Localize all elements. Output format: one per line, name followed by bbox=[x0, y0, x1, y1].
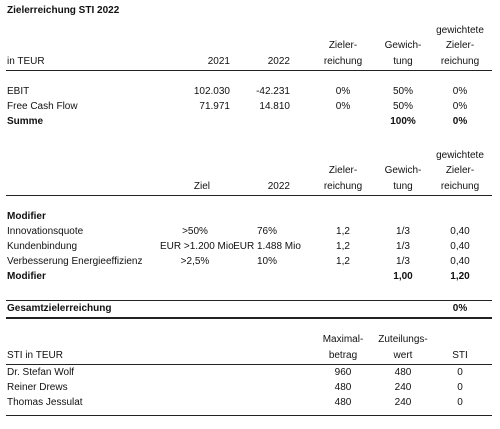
header-year-2022: 2022 bbox=[267, 181, 290, 192]
header-weighted-3: reichung bbox=[440, 56, 480, 67]
overall-value: 0% bbox=[452, 303, 468, 314]
cell-weighting: 1/3 bbox=[396, 241, 410, 252]
row-label: Verbesserung Energieeffizienz bbox=[7, 256, 143, 267]
page-title: Zielerreichung STI 2022 bbox=[7, 5, 120, 16]
person-name: Dr. Stefan Wolf bbox=[7, 367, 75, 378]
cell-2021: 102.030 bbox=[193, 86, 230, 97]
cell-weighted: 0% bbox=[452, 86, 468, 97]
cell-weighted: 0,40 bbox=[450, 226, 470, 237]
header-achievement-2: reichung bbox=[323, 56, 363, 67]
cell-weighted: 0,40 bbox=[450, 256, 470, 267]
total-weighting: 1,00 bbox=[393, 271, 413, 282]
header-allocation-1: Zuteilungs- bbox=[378, 334, 428, 345]
row-label: EBIT bbox=[7, 86, 30, 97]
divider bbox=[6, 300, 492, 301]
header-max-1: Maximal- bbox=[322, 334, 364, 345]
header-weighting-2: tung bbox=[393, 56, 413, 67]
cell-achievement: 1,2 bbox=[336, 241, 350, 252]
cell-2022: -42.231 bbox=[256, 86, 290, 97]
header-weighted-2: Zieler- bbox=[445, 40, 475, 51]
cell-allocation: 480 bbox=[394, 367, 412, 378]
cell-weighted: 0,40 bbox=[450, 241, 470, 252]
divider bbox=[6, 364, 492, 365]
divider bbox=[6, 70, 492, 71]
row-label: Free Cash Flow bbox=[7, 101, 78, 112]
cell-sti: 0 bbox=[457, 397, 463, 408]
header-achievement-1: Zieler- bbox=[328, 40, 358, 51]
cell-allocation: 240 bbox=[394, 397, 412, 408]
cell-max: 480 bbox=[334, 382, 352, 393]
header-sti: STI bbox=[452, 350, 468, 361]
row-label: Kundenbindung bbox=[7, 241, 78, 252]
cell-weighting: 1/3 bbox=[396, 226, 410, 237]
person-name: Reiner Drews bbox=[7, 382, 68, 393]
header-year-2021: 2021 bbox=[207, 56, 230, 67]
cell-max: 960 bbox=[334, 367, 352, 378]
cell-weighting: 1/3 bbox=[396, 256, 410, 267]
header-weighted-1: gewichtete bbox=[436, 25, 484, 36]
cell-2022: 10% bbox=[256, 256, 277, 267]
sum-weighted: 0% bbox=[452, 116, 468, 127]
header-unit-label: in TEUR bbox=[7, 56, 45, 67]
header-weighting-1: Gewich- bbox=[384, 40, 422, 51]
header-max-2: betrag bbox=[328, 350, 358, 361]
divider bbox=[6, 195, 492, 196]
cell-target: EUR >1.200 Mio bbox=[160, 241, 234, 252]
sum-weighting: 100% bbox=[390, 116, 416, 127]
cell-achievement: 1,2 bbox=[336, 226, 350, 237]
sum-label: Summe bbox=[7, 116, 44, 127]
cell-achievement: 1,2 bbox=[336, 256, 350, 267]
cell-weighting: 50% bbox=[392, 86, 413, 97]
group-label: Modifier bbox=[7, 211, 46, 222]
header-weighting-2: tung bbox=[393, 181, 413, 192]
cell-2022: EUR 1.488 Mio bbox=[233, 241, 301, 252]
header-achievement-1: Zieler- bbox=[328, 165, 358, 176]
divider bbox=[6, 317, 492, 319]
header-weighted-1: gewichtete bbox=[436, 150, 484, 161]
row-label: Innovationsquote bbox=[7, 226, 84, 237]
cell-target: >2,5% bbox=[180, 256, 210, 267]
cell-weighting: 50% bbox=[392, 101, 413, 112]
cell-weighted: 0% bbox=[452, 101, 468, 112]
cell-target: >50% bbox=[182, 226, 208, 237]
total-label: Modifier bbox=[7, 271, 46, 282]
header-target: Ziel bbox=[193, 181, 210, 192]
cell-sti: 0 bbox=[457, 382, 463, 393]
cell-max: 480 bbox=[334, 397, 352, 408]
divider bbox=[6, 415, 492, 416]
header-achievement-2: reichung bbox=[323, 181, 363, 192]
header-unit-label: STI in TEUR bbox=[7, 350, 63, 361]
header-allocation-2: wert bbox=[393, 350, 413, 361]
cell-allocation: 240 bbox=[394, 382, 412, 393]
person-name: Thomas Jessulat bbox=[7, 397, 83, 408]
total-weighted: 1,20 bbox=[450, 271, 470, 282]
cell-sti: 0 bbox=[457, 367, 463, 378]
header-weighted-3: reichung bbox=[440, 181, 480, 192]
overall-label: Gesamtzielerreichung bbox=[7, 303, 112, 314]
cell-2021: 71.971 bbox=[199, 101, 230, 112]
cell-2022: 76% bbox=[256, 226, 277, 237]
header-weighted-2: Zieler- bbox=[445, 165, 475, 176]
cell-achievement: 0% bbox=[335, 101, 351, 112]
cell-achievement: 0% bbox=[335, 86, 351, 97]
header-year-2022: 2022 bbox=[267, 56, 290, 67]
header-weighting-1: Gewich- bbox=[384, 165, 422, 176]
cell-2022: 14.810 bbox=[259, 101, 290, 112]
